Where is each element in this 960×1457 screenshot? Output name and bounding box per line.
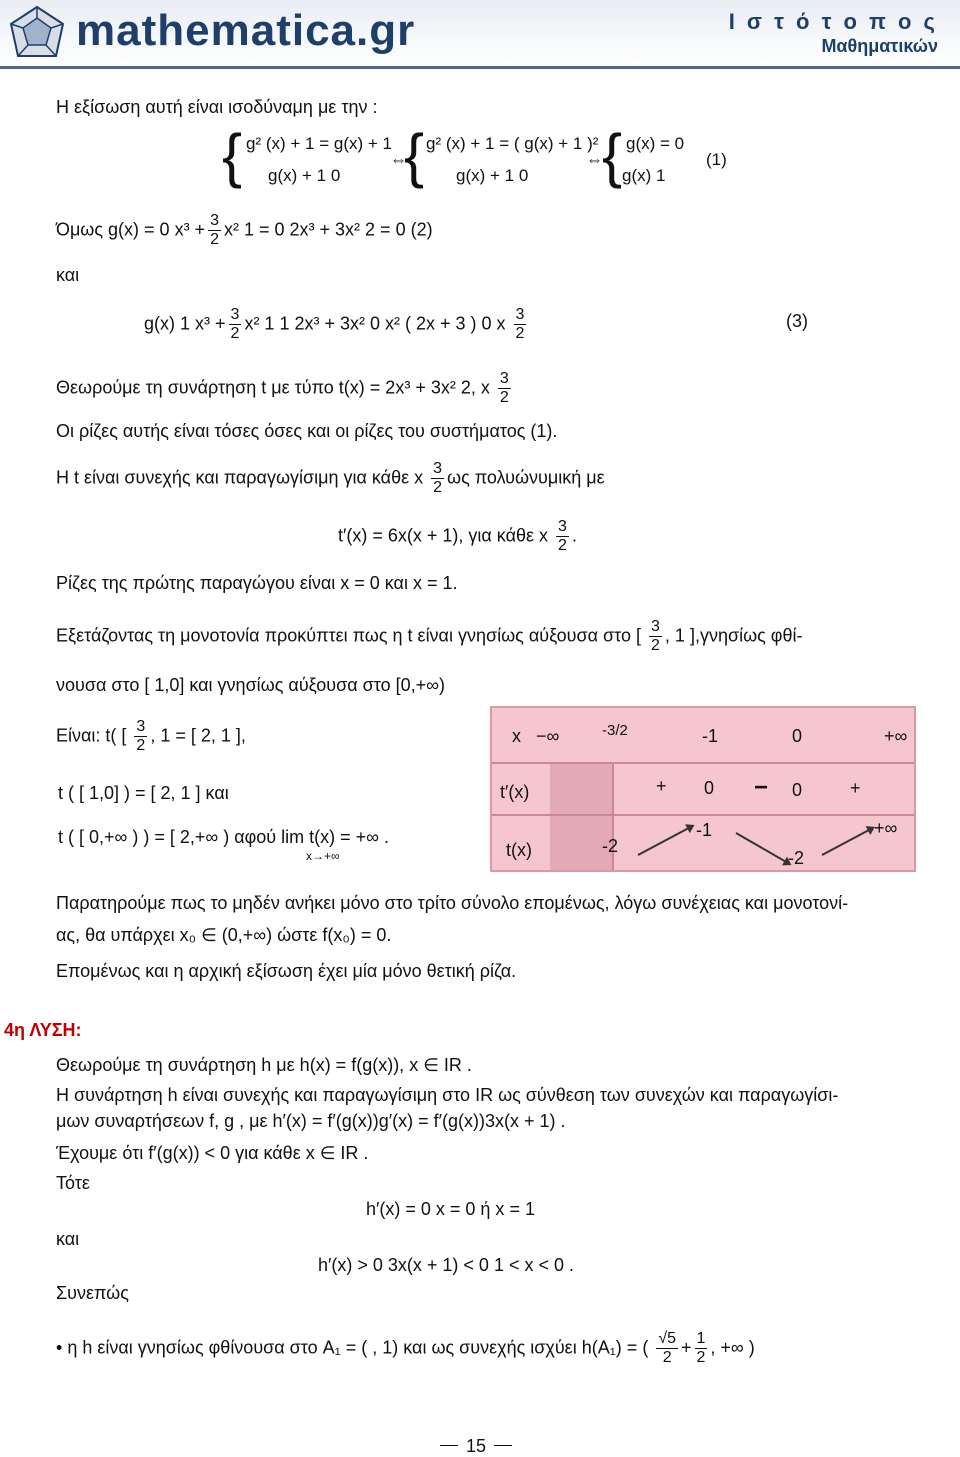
line-segment: t′(x) = 6x(x + 1), για κάθε x — [338, 525, 554, 546]
text-line: Οι ρίζες αυτής είναι τόσες όσες και οι ρίζες του συστήματος (1). — [56, 421, 558, 441]
site-tagline — [729, 10, 938, 58]
table-row-label-derivative: t′(x) — [500, 782, 530, 802]
table-t-value: -2 — [788, 848, 805, 868]
equiv-arrow-icon: ⇔ — [390, 150, 407, 169]
text-line — [56, 370, 514, 407]
text-line: Επομένως και η αρχική εξίσωση έχει μία μόνο θετική ρίζα. — [56, 961, 517, 981]
page-number: 15 — [466, 1436, 487, 1456]
increasing-arrow-icon — [638, 825, 694, 856]
fraction: $\frac{3}{2}$ — [136, 718, 146, 754]
limit-subscript: x→+∞ — [306, 849, 340, 863]
line-segment: Θεωρούμε τη συνάρτηση t με τύπο t(x) = 2x³ + 3x² 2, x — [56, 377, 495, 398]
line-segment: Εξετάζοντας τη μονοτονία προκύπτει πως η t είναι γνησίως αύξουσα στο — [56, 625, 631, 646]
line-segment: ως πολυώνυμική με — [447, 467, 605, 488]
table-sign: 0 — [704, 778, 715, 798]
fraction: $\frac{√5}{2}$ — [658, 1330, 676, 1366]
fraction: $\frac{3}{2}$ — [230, 306, 240, 342]
text-line: h′(x) = 0 x = 0 ή x = 1 — [366, 1199, 535, 1219]
header-divider — [0, 66, 960, 69]
bullet-line: • η h είναι γνησίως φθίνουσα στο A₁ = ( , 1) και ως συνεχής ισχύει h(A₁) = ( $\frac{√5}{2}$ + $\frac{1}{2}$ , +∞ ) — [56, 1330, 755, 1366]
text-line: t′(x) = 6x(x + 1), για κάθε x $\frac{3}{2}$ . — [338, 518, 577, 554]
tagline-line1: Ι σ τ ό τ ο π ο ς — [728, 9, 938, 34]
system2-eq2: g(x) + 1 0 — [456, 166, 529, 185]
system1-eq2: g(x) + 1 0 — [268, 166, 341, 185]
decreasing-arrow-icon — [736, 832, 791, 865]
equation-label: (3) — [786, 311, 808, 331]
fraction: $\frac{3}{2}$ — [558, 518, 567, 554]
table-row-label-x: x — [512, 726, 521, 746]
table-row-label-t: t(x) — [506, 840, 532, 860]
table-x-value: −∞ — [536, 726, 560, 746]
fraction: $\frac{3}{2}$ — [210, 212, 219, 248]
fraction: $\frac{3}{2}$ — [515, 306, 525, 342]
text-line: Έχουμε ότι f′(g(x)) < 0 για κάθε x ∈ IR . — [56, 1143, 369, 1163]
system2-eq1: g² (x) + 1 = ( g(x) + 1 )² — [426, 134, 599, 153]
increasing-arrow-icon — [822, 827, 874, 856]
table-hline — [492, 814, 914, 816]
table-x-value: -1 — [702, 726, 719, 746]
text-line: Η συνάρτηση h είναι συνεχής και παραγωγίσιμη στο IR ως σύνθεση των συνεχών και παραγωγίσι- — [56, 1085, 839, 1105]
table-sign: + — [850, 778, 861, 798]
line-segment: , +∞ — [710, 1337, 744, 1358]
table-sign: + — [656, 776, 667, 796]
text-line: h′(x) > 0 3x(x + 1) < 0 1 < x < 0 . — [318, 1255, 574, 1275]
text-line: μων συναρτήσεων f, g , με h′(x) = f′(g(x))g′(x) = f′(g(x))3x(x + 1) . — [56, 1111, 566, 1131]
equiv-arrow-icon: ⇔ — [586, 150, 603, 169]
brace-2: { — [404, 122, 425, 189]
text-line: νουσα στο [ 1,0] και γνησίως αύξουσα στο [0,+∞) — [56, 675, 445, 695]
system3-eq2: g(x) 1 — [622, 166, 666, 185]
section-heading: 4η ΛΥΣΗ: — [4, 1020, 82, 1040]
text-line — [56, 460, 605, 497]
line-segment: x² 1 1 2x³ + 3x² 0 x² ( 2x + 3 ) 0 x — [244, 313, 511, 334]
text-line: και — [56, 265, 80, 285]
equation-label: (1) — [706, 150, 727, 169]
text-line: Παρατηρούμε πως το μηδέν ανήκει μόνο στο τρίτο σύνολο επομένως, λόγω συνέχειας και μονοτονί- — [56, 893, 849, 913]
line-segment: x² 1 = 0 2x³ + 3x² 2 = 0 (2) — [223, 219, 433, 240]
table-t-value: -2 — [602, 836, 619, 856]
line-segment: g(x) 1 x³ + — [144, 313, 226, 334]
table-x-value: 0 — [792, 726, 803, 746]
text-line: Η εξίσωση αυτή είναι ισοδύναμη με την : — [56, 97, 378, 117]
line-segment: , 1 = [ 2, 1 ], — [150, 725, 246, 746]
line-segment: , 1 — [664, 625, 685, 646]
bullet-icon: • — [56, 1337, 63, 1358]
text-line: και — [56, 1229, 80, 1249]
fraction: $\frac{3}{2}$ — [499, 370, 509, 406]
table-x-value: -3/2 — [602, 722, 628, 739]
fraction: $\frac{3}{2}$ — [651, 618, 660, 654]
fraction: $\frac{3}{2}$ — [433, 460, 443, 496]
dodecahedron-logo-icon — [6, 4, 68, 66]
fraction: $\frac{1}{2}$ — [696, 1330, 706, 1366]
variation-table — [490, 706, 916, 872]
text-line: ας, θα υπάρχει x₀ ∈ (0,+∞) ώστε f(x₀) = 0. — [56, 925, 392, 945]
text-line: Τότε — [56, 1173, 90, 1193]
system1-eq1: g² (x) + 1 = g(x) + 1 — [246, 134, 392, 153]
text-line: t ( [ 1,0] ) = [ 2, 1 ] και — [58, 783, 229, 803]
site-logo-text: mathematica.gr — [76, 6, 416, 55]
line-segment: η h είναι γνησίως φθίνουσα στο A₁ = ( , 1) και ως συνεχής ισχύει h(A₁) = — [67, 1337, 638, 1358]
text-line: Συνεπώς — [56, 1283, 129, 1303]
table-x-value: +∞ — [884, 726, 908, 746]
brace-1: { — [222, 122, 243, 189]
line-segment: ,γνησίως φθί- — [694, 625, 803, 646]
text-line — [144, 306, 529, 343]
text-line: Είναι: t( [ $\frac{3}{2}$ , 1 = [ 2, 1 ], — [56, 718, 246, 754]
table-sign: − — [754, 774, 769, 801]
text-line: Ρίζες της πρώτης παραγώγου είναι x = 0 και x = 1. — [56, 573, 458, 593]
table-t-value: +∞ — [874, 818, 898, 838]
system3-eq1: g(x) = 0 — [626, 134, 685, 153]
text-line: Εξετάζοντας τη μονοτονία προκύπτει πως η t είναι γνησίως αύξουσα στο [ $\frac{3}{2}$ , 1 ],γνησίως φθί- — [56, 618, 803, 654]
text-line: Θεωρούμε τη συνάρτηση h με h(x) = f(g(x)), x ∈ IR . — [56, 1055, 472, 1075]
text-line: t ( [ 0,+∞ ) ) = [ 2,+∞ ) αφού lim t(x) = +∞ . — [58, 827, 389, 847]
brace-3: { — [602, 122, 623, 189]
table-t-value: -1 — [696, 820, 713, 840]
table-hline — [492, 762, 914, 764]
page-number-rule — [440, 1445, 458, 1446]
tagline-line2: Μαθηματικών — [821, 36, 938, 56]
site-header — [0, 0, 960, 70]
line-segment: Είναι: t — [56, 725, 111, 746]
line-segment: Όμως g(x) = 0 x³ + — [56, 219, 206, 240]
table-sign: 0 — [792, 780, 803, 800]
text-line — [56, 212, 433, 249]
line-segment: Η t είναι συνεχής και παραγωγίσιμη για κάθε x — [56, 467, 429, 488]
page-number-rule — [494, 1445, 512, 1446]
